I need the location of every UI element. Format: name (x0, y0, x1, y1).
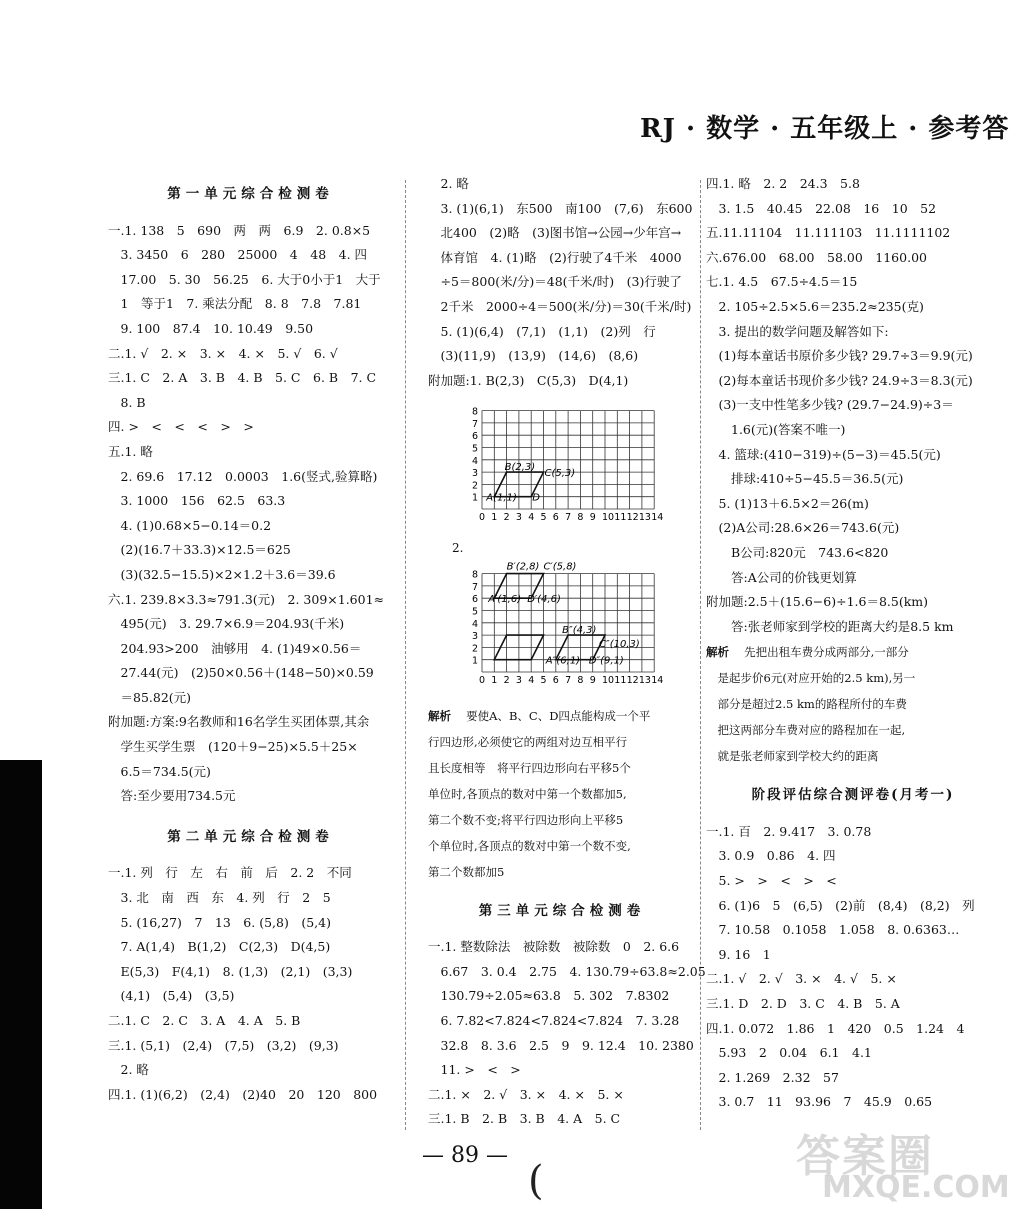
x-tick-label: 6 (552, 512, 559, 524)
answer-line: 7. 10.58 0.1058 1.058 8. 0.6363… (706, 922, 960, 938)
point-label: A(1,1) (486, 493, 517, 505)
column-3 (706, 172, 1000, 1115)
column-2 (428, 172, 706, 1132)
answer-line: 2. 105÷2.5×5.6＝235.2≈235(克) (706, 298, 924, 314)
answer-line: 三.1. C 2. A 3. B 4. B 5. C 6. B 7. C (108, 370, 377, 386)
unit2-answers-cont (428, 172, 696, 369)
point-label: B″(4,3) (562, 625, 597, 637)
answer-line: 5.93 2 0.04 6.1 4.1 (706, 1045, 872, 1061)
answer-line: (3)(11,9) (13,9) (14,6) (8,6) (428, 348, 639, 364)
x-tick-label: 0 (479, 674, 486, 686)
answer-line: 204.93>200 油够用 4. (1)49×0.56＝ (108, 640, 362, 656)
x-tick-label: 7 (565, 674, 572, 686)
answer-line: 3. (1)(6,1) 东500 南100 (7,6) 东600 (428, 200, 693, 216)
answer-line: (3)(32.5−15.5)×2×1.2＋3.6＝39.6 (108, 566, 336, 582)
answer-line: 二.1. × 2. √ 3. × 4. × 5. × (428, 1086, 624, 1102)
answer-line: 2千米 2000÷4＝500(米/分)＝30(千米/时) (428, 298, 692, 314)
answer-line: 32.8 8. 3.6 2.5 9 9. 12.4 10. 2380 (428, 1037, 694, 1053)
analysis-line: 第二个数不变;将平行四边形向上平移5 (428, 812, 624, 827)
unit2-answers (108, 861, 393, 1107)
page-mark: ( (528, 1158, 544, 1204)
analysis-line: 先把出租车费分成两部分,一部分 (732, 645, 909, 660)
analysis-line: 第二个数都加5 (428, 864, 505, 879)
answer-line: 9. 100 87.4 10. 10.49 9.50 (108, 320, 314, 336)
point-label: D (532, 493, 540, 505)
answer-line: 495(元) 3. 29.7×6.9＝204.93(千米) (108, 616, 345, 632)
x-tick-label: 11 (614, 674, 627, 686)
answer-line: 七.1. 4.5 67.5÷4.5＝15 (706, 274, 858, 290)
answer-line: 学生买学生票 (120＋9−25)×5.5＋25× (108, 739, 358, 755)
x-tick-label: 12 (626, 512, 639, 524)
answer-line: 附加题:方案:9名教师和16名学生买团体票,其余 (108, 714, 370, 730)
answer-line: 三.1. (5,1) (2,4) (7,5) (3,2) (9,3) (108, 1037, 339, 1053)
point-label: D′(4,6) (527, 594, 561, 606)
answer-line: 一.1. 整数除法 被除数 被除数 0 2. 6.6 (428, 939, 680, 955)
answer-line: 四. > < < < > > (108, 419, 254, 435)
answer-line: 六.1. 239.8×3.3≈791.3(元) 2. 309×1.601≈ (108, 591, 385, 607)
answer-line: 二.1. C 2. C 3. A 4. A 5. B (108, 1013, 301, 1028)
answer-line: 体育馆 4. (1)略 (2)行驶了4千米 4000 (428, 249, 682, 265)
answer-line: ÷5＝800(米/分)＝48(千米/时) (3)行驶了 (428, 274, 682, 290)
column-divider-2 (700, 180, 701, 1130)
answer-line: 三.1. B 2. B 3. B 4. A 5. C (428, 1111, 621, 1127)
point-label: A′(1,6) (488, 594, 522, 606)
x-tick-label: 9 (589, 512, 596, 524)
x-tick-label: 14 (651, 674, 664, 686)
analysis-line: 要使A、B、C、D四点能构成一个平 (454, 708, 651, 723)
answer-line: 2. 略 (428, 176, 469, 191)
answer-line: 3. 0.9 0.86 4. 四 (706, 848, 836, 864)
answer-line: 5. (1)(6,4) (7,1) (1,1) (2)列 行 (428, 323, 656, 339)
x-tick-label: 13 (638, 674, 651, 686)
unit1-answers (108, 219, 393, 809)
answer-line: 排球:410÷5−45.5＝36.5(元) (706, 471, 904, 487)
answer-line: 五.1. 略 (108, 443, 153, 459)
analysis-block (428, 703, 696, 885)
answer-line: 2. 略 (108, 1062, 149, 1078)
point-label: A″(6,1) (545, 655, 581, 667)
section-title-unit1: 第一单元综合检测卷 (167, 186, 334, 202)
x-tick-label: 1 (491, 512, 498, 524)
analysis-label-2: 解析 (706, 645, 729, 660)
analysis-line: 部分是超过2.5 km的路程所付的车费 (706, 697, 919, 712)
y-tick-label: 8 (472, 406, 479, 418)
y-tick-label: 6 (472, 431, 479, 443)
answer-line: 8. B (108, 394, 146, 410)
answer-line: (4,1) (5,4) (3,5) (108, 988, 235, 1004)
answer-line: 三.1. D 2. D 3. C 4. B 5. A (706, 996, 900, 1012)
x-tick-label: 2 (503, 512, 510, 524)
y-tick-label: 2 (472, 643, 479, 655)
y-tick-label: 4 (472, 618, 479, 630)
answer-line: 3. 北 南 西 东 4. 列 行 2 5 (108, 890, 331, 906)
answer-line: 一.1. 百 2. 9.417 3. 0.78 (706, 823, 872, 839)
x-tick-label: 10 (602, 674, 615, 686)
y-tick-label: 1 (472, 655, 479, 667)
point-label: B(2,3) (504, 462, 536, 474)
x-tick-label: 6 (552, 674, 559, 686)
column-divider-1 (405, 180, 406, 1130)
analysis-block-2 (706, 639, 1000, 769)
answer-line: 6. 7.82<7.824<7.824<7.824 7. 3.28 (428, 1012, 680, 1028)
x-tick-label: 2 (503, 674, 510, 686)
section-title-unit3: 第三单元综合检测卷 (478, 902, 646, 919)
answer-line: (3)一支中性笔多少钱? (29.7−24.9)÷3＝ (706, 397, 954, 413)
x-tick-label: 10 (602, 512, 615, 524)
answer-line: 130.79÷2.05≈63.8 5. 302 7.8302 (428, 988, 670, 1004)
analysis-line: 是起步价6元(对应开始的2.5 km),另一 (706, 671, 916, 686)
x-tick-label: 13 (638, 512, 651, 524)
analysis-line: 行四边形,必须使它的两组对边互相平行 (428, 734, 628, 749)
answer-line: 6.5＝734.5(元) (108, 763, 211, 779)
answer-line: 5. (16,27) 7 13 6. (5,8) (5,4) (108, 914, 331, 930)
answer-line: 27.44(元) (2)50×0.56＋(148−50)×0.59 (108, 665, 374, 681)
x-tick-label: 7 (565, 512, 572, 524)
point-label: C″(10,3) (599, 639, 640, 651)
y-tick-label: 1 (472, 493, 479, 505)
answer-line: 4. 篮球:(410−319)÷(5−3)＝45.5(元) (706, 446, 941, 462)
extra-question-label: 附加题:1. B(2,3) C(5,3) D(4,1) (428, 372, 629, 388)
answer-line: 3. 1.5 40.45 22.08 16 10 52 (706, 200, 937, 216)
answer-line: 五.11.11104 11.111103 11.1111102 (706, 225, 951, 241)
answer-line: 附加题:2.5＋(15.6−6)÷1.6＝8.5(km) (706, 594, 929, 610)
y-tick-label: 7 (472, 419, 479, 431)
watermark-logo: 答案圈 (796, 1131, 934, 1182)
answer-line: 11. > < > (428, 1062, 521, 1078)
answer-line: 四.1. 略 2. 2 24.3 5.8 (706, 176, 860, 191)
coordinate-grid-1 (428, 395, 696, 532)
column-1 (108, 172, 393, 1107)
y-tick-label: 5 (472, 443, 479, 455)
unit3-answers-cont (706, 172, 1000, 639)
answer-line: 9. 16 1 (706, 946, 771, 962)
y-tick-label: 6 (472, 594, 479, 606)
answer-line: 答:至少要用734.5元 (108, 788, 236, 804)
answer-line: 六.676.00 68.00 58.00 1160.00 (706, 249, 927, 265)
x-tick-label: 5 (540, 674, 547, 686)
x-tick-label: 9 (589, 674, 596, 686)
y-tick-label: 4 (472, 456, 479, 468)
x-tick-label: 3 (515, 674, 522, 686)
y-tick-label: 8 (472, 569, 479, 581)
answer-line: 6.67 3. 0.4 2.75 4. 130.79÷63.8≈2.05 (428, 963, 706, 979)
analysis-line: 个单位时,各顶点的数对中第一个数不变, (428, 838, 631, 853)
answer-line: 北400 (2)略 (3)图书馆→公园→少年宫→ (428, 225, 682, 241)
answer-line: 1 等于1 7. 乘法分配 8. 8 7.8 7.81 (108, 296, 362, 312)
analysis-label: 解析 (428, 708, 451, 723)
x-tick-label: 5 (540, 512, 547, 524)
monthly-test-answers (706, 820, 1000, 1115)
answer-line: 四.1. (1)(6,2) (2,4) (2)40 20 120 800 (108, 1086, 378, 1102)
answer-line: (2)(16.7＋33.3)×12.5＝625 (108, 542, 291, 558)
answer-line: 17.00 5. 30 56.25 6. 大于0小于1 大于 (108, 271, 381, 287)
watermark-url: MXQE.COM (822, 1170, 1010, 1205)
section-title-monthly-test: 阶段评估综合测评卷(月考一) (751, 787, 955, 804)
answer-line: B公司:820元 743.6<820 (706, 544, 889, 560)
answer-line: 二.1. √ 2. √ 3. × 4. √ 5. × (706, 971, 897, 987)
page-header: RJ · 数学 · 五年级上 · 参考答 (640, 114, 1010, 144)
x-tick-label: 14 (651, 512, 664, 524)
answer-line: 3. 提出的数学问题及解答如下: (706, 323, 889, 339)
answer-line: (1)每本童话书原价多少钱? 29.7÷3＝9.9(元) (706, 348, 973, 364)
answer-line: 二.1. √ 2. × 3. × 4. × 5. √ 6. √ (108, 345, 338, 361)
point-label: C′(5,8) (543, 561, 577, 573)
point-label: B′(2,8) (506, 561, 540, 573)
point-label: D″(9,1) (588, 655, 624, 667)
x-tick-label: 8 (577, 674, 584, 686)
answer-line: 4. (1)0.68×5−0.14＝0.2 (108, 517, 272, 533)
x-tick-label: 0 (479, 512, 486, 524)
section-title-unit2: 第二单元综合检测卷 (167, 828, 334, 845)
x-tick-label: 12 (626, 674, 639, 686)
analysis-line: 且长度相等 将平行四边形向右平移5个 (428, 760, 631, 775)
answer-line: 3. 1000 156 62.5 63.3 (108, 493, 286, 509)
answer-line: 3. 3450 6 280 25000 4 48 4. 四 (108, 247, 368, 263)
coordinate-grid-2 (428, 538, 696, 697)
answer-line: 一.1. 列 行 左 右 前 后 2. 2 不同 (108, 865, 352, 881)
unit3-answers (428, 935, 706, 1132)
answer-line: 5. > > < > < (706, 873, 837, 889)
y-tick-label: 3 (472, 468, 479, 480)
answer-line: 2. 69.6 17.12 0.0003 1.6(竖式,验算略) (108, 468, 378, 484)
grid2-number: 2. (452, 540, 464, 555)
answer-line: 1.6(元)(答案不唯一) (706, 421, 846, 437)
answer-line: 2. 1.269 2.32 57 (706, 1069, 839, 1085)
x-tick-label: 8 (577, 512, 584, 524)
answer-line: 6. (1)6 5 (6,5) (2)前 (8,4) (8,2) 列 (706, 897, 975, 913)
y-tick-label: 3 (472, 631, 479, 643)
x-tick-label: 4 (528, 674, 535, 686)
answer-line: (2)A公司:28.6×26＝743.6(元) (706, 520, 900, 536)
answer-line: 四.1. 0.072 1.86 1 420 0.5 1.24 4 (706, 1020, 965, 1036)
answer-line: (2)每本童话书现价多少钱? 24.9÷3＝8.3(元) (706, 372, 973, 388)
x-tick-label: 3 (515, 512, 522, 524)
answer-line: 答:张老师家到学校的距离大约是8.5 km (706, 618, 954, 634)
analysis-line: 就是张老师家到学校大约的距离 (706, 749, 879, 764)
answer-line: 一.1. 138 5 690 两 两 6.9 2. 0.8×5 (108, 222, 371, 238)
answer-line: 3. 0.7 11 93.96 7 45.9 0.65 (706, 1094, 933, 1110)
answer-line: 答:A公司的价钱更划算 (706, 569, 857, 585)
analysis-line: 单位时,各顶点的数对中第一个数都加5, (428, 786, 627, 801)
y-tick-label: 7 (472, 581, 479, 593)
x-tick-label: 1 (491, 674, 498, 686)
y-tick-label: 2 (472, 480, 479, 492)
x-tick-label: 4 (528, 512, 535, 524)
point-label: C(5,3) (544, 468, 576, 480)
black-margin-bar (0, 760, 42, 1209)
analysis-line: 把这两部分车费对应的路程加在一起, (706, 723, 906, 738)
page-number: — 89 — (422, 1143, 508, 1168)
x-tick-label: 11 (614, 512, 627, 524)
y-tick-label: 5 (472, 606, 479, 618)
answer-line: ＝85.82(元) (108, 689, 192, 705)
answer-line: 7. A(1,4) B(1,2) C(2,3) D(4,5) (108, 939, 331, 955)
answer-line: 5. (1)13＋6.5×2＝26(m) (706, 495, 869, 511)
answer-line: E(5,3) F(4,1) 8. (1,3) (2,1) (3,3) (108, 963, 353, 979)
